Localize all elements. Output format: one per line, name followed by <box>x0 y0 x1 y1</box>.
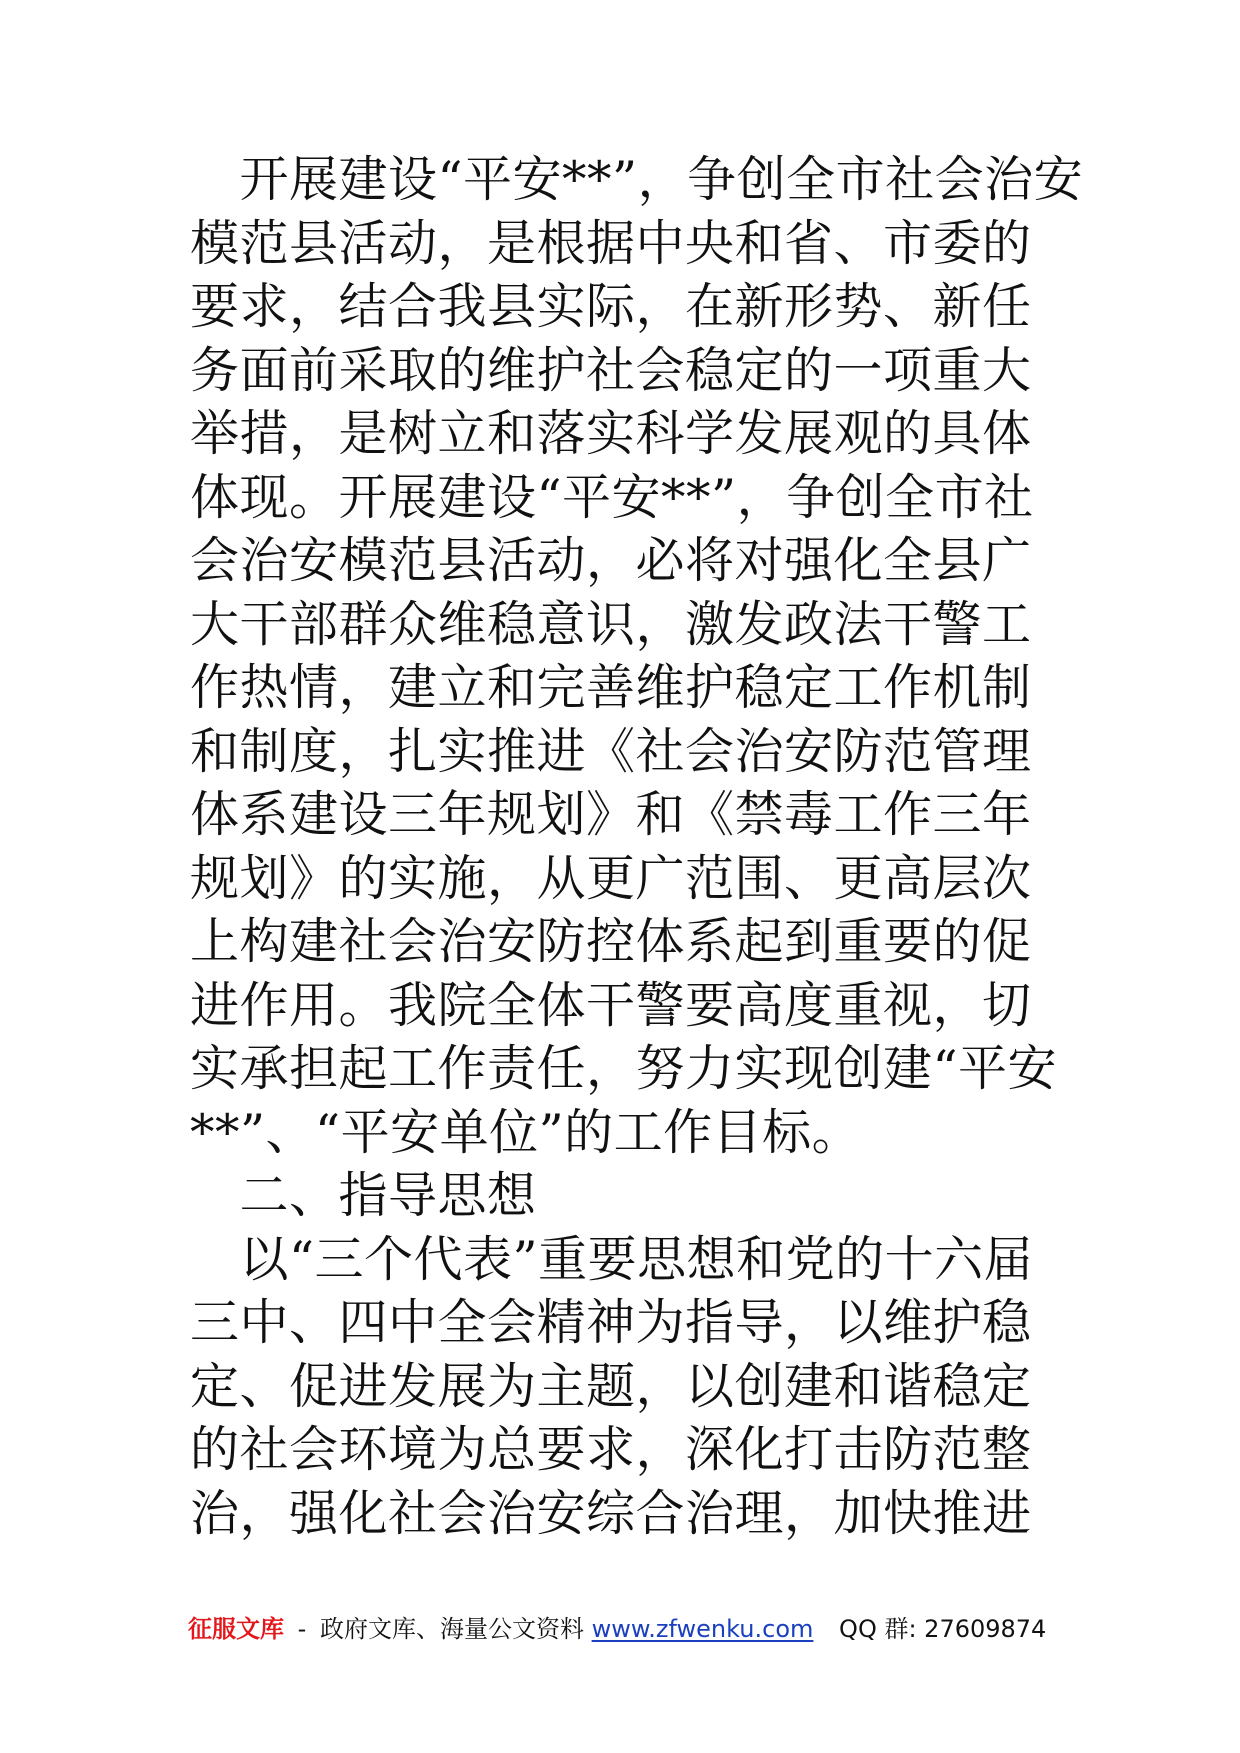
text-line: 体现。开展建设“平安**”，争创全市社 <box>190 468 1034 526</box>
footer-qq-group: QQ 群: 27609874 <box>839 1615 1047 1643</box>
text-line: 进作用。我院全体干警要高度重视，切 <box>190 976 1032 1034</box>
text-line: 会治安模范县活动，必将对强化全县广 <box>190 532 1032 589</box>
text-line: 举措，是树立和落实科学发展观的具体 <box>190 405 1032 462</box>
text-line: 大干部群众维稳意识，激发政法干警工 <box>190 595 1032 653</box>
footer-brand: 征服文库 <box>188 1615 284 1643</box>
text-line: 上构建社会治安防控体系起到重要的促 <box>190 913 1032 970</box>
text-line: 作热情，建立和完善维护稳定工作机制 <box>190 659 1032 716</box>
text-line: 定、促进发展为主题，以创建和谐稳定 <box>190 1357 1032 1415</box>
text-line: 三中、四中全会精神为指导，以维护稳 <box>190 1294 1032 1351</box>
footer-separator: - <box>297 1615 307 1643</box>
text-line: 和制度，扎实推进《社会治安防范管理 <box>190 722 1032 780</box>
text-line: 务面前采取的维护社会稳定的一项重大 <box>190 341 1032 399</box>
text-line: 以“三个代表”重要思想和党的十六届 <box>190 1230 1034 1288</box>
text-line: 体系建设三年规划》和《禁毒工作三年 <box>190 786 1032 843</box>
text-line: 开展建设“平安**”，争创全市社会治安 <box>190 151 1084 208</box>
text-line: 要求，结合我县实际，在新形势、新任 <box>190 278 1032 335</box>
text-line: 治，强化社会治安综合治理，加快推进 <box>190 1484 1032 1542</box>
text-line: **”、“平安单位”的工作目标。 <box>190 1103 862 1161</box>
text-line: 实承担起工作责任，努力实现创建“平安 <box>190 1040 1058 1097</box>
footer-url-link[interactable]: www.zfwenku.com <box>591 1615 814 1643</box>
text-line: 规划》的实施，从更广范围、更高层次 <box>190 849 1032 907</box>
section-heading: 二、指导思想 <box>190 1167 537 1224</box>
text-line: 模范县活动，是根据中央和省、市委的 <box>190 214 1032 272</box>
footer-description: 政府文库、海量公文资料 <box>319 1615 584 1643</box>
body-text <box>190 148 1084 1545</box>
text-line: 的社会环境为总要求，深化打击防范整 <box>190 1421 1032 1478</box>
page-footer <box>188 1612 1058 1646</box>
